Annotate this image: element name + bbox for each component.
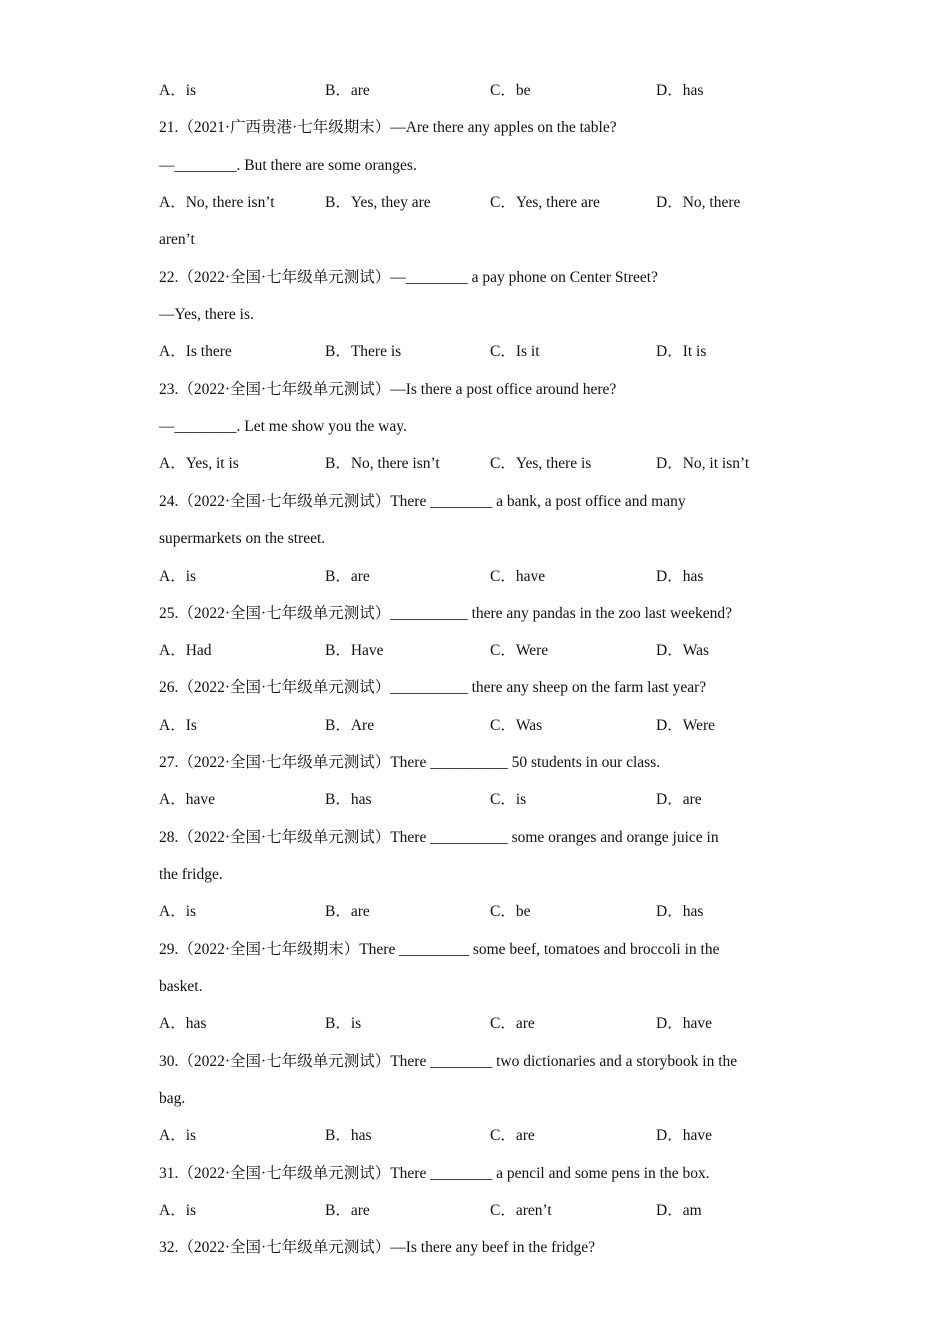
question-text: 29.（2022·全国·七年级期末）There _________ some beef, tomatoes and broccoli in the	[159, 941, 720, 958]
question-text: 27.（2022·全国·七年级单元测试）There __________ 50 students in our class.	[159, 754, 661, 771]
option-d: D．Was	[656, 642, 709, 659]
options-row	[159, 1012, 819, 1036]
option-a: A．is	[159, 903, 197, 920]
option-c: C．aren’t	[490, 1202, 552, 1219]
option-b: B．There is	[325, 343, 402, 360]
question-text: 26.（2022·全国·七年级单元测试）__________ there any sheep on the farm last year?	[159, 679, 707, 696]
option-b: B．Have	[325, 642, 384, 659]
question-text: supermarkets on the street.	[159, 530, 326, 547]
option-d: D．am	[656, 1202, 702, 1219]
options-row	[159, 788, 819, 812]
option-a: A．Had	[159, 642, 212, 659]
option-d: D．has	[656, 903, 704, 920]
option-b: B．has	[325, 791, 372, 808]
option-d: D．have	[656, 1127, 712, 1144]
question-text: —________. Let me show you the way.	[159, 418, 407, 435]
option-a: A．Is	[159, 717, 197, 734]
option-a: A．is	[159, 568, 197, 585]
option-d: D．No, there	[656, 194, 741, 211]
option-c: C．are	[490, 1127, 535, 1144]
option-d: D．It is	[656, 343, 707, 360]
option-c: C．have	[490, 568, 546, 585]
option-c: C．Was	[490, 717, 543, 734]
question-text: 28.（2022·全国·七年级单元测试）There __________ some oranges and orange juice in	[159, 829, 719, 846]
option-b: B．are	[325, 82, 370, 99]
option-a: A．is	[159, 1127, 197, 1144]
option-a: A．Yes, it is	[159, 455, 239, 472]
option-d: D．have	[656, 1015, 712, 1032]
options-row	[159, 639, 819, 663]
options-row	[159, 452, 819, 476]
option-d: D．No, it isn’t	[656, 455, 750, 472]
option-b: B．No, there isn’t	[325, 455, 440, 472]
options-row	[159, 714, 819, 738]
question-text: 25.（2022·全国·七年级单元测试）__________ there any pandas in the zoo last weekend?	[159, 605, 732, 622]
option-d: D．Were	[656, 717, 716, 734]
option-d: D．are	[656, 791, 702, 808]
option-b: B．has	[325, 1127, 372, 1144]
question-text: basket.	[159, 978, 203, 995]
option-a: A．No, there isn’t	[159, 194, 275, 211]
option-c: C．Were	[490, 642, 549, 659]
option-b: B．Yes, they are	[325, 194, 431, 211]
options-row	[159, 191, 819, 215]
option-a: A．has	[159, 1015, 207, 1032]
options-row	[159, 565, 819, 589]
question-text: 31.（2022·全国·七年级单元测试）There ________ a pencil and some pens in the box.	[159, 1165, 710, 1182]
question-text: —________. But there are some oranges.	[159, 157, 417, 174]
option-d: D．has	[656, 568, 704, 585]
options-row	[159, 340, 819, 364]
option-c: C．Yes, there is	[490, 455, 592, 472]
option-b: B．Are	[325, 717, 375, 734]
option-b: B．are	[325, 568, 370, 585]
option-d: D．has	[656, 82, 704, 99]
question-text: aren’t	[159, 231, 195, 248]
options-row	[159, 1199, 819, 1223]
question-text: —Yes, there is.	[159, 306, 254, 323]
option-b: B．are	[325, 1202, 370, 1219]
question-text: 30.（2022·全国·七年级单元测试）There ________ two dictionaries and a storybook in the	[159, 1053, 738, 1070]
question-text: 22.（2022·全国·七年级单元测试）—________ a pay phone on Center Street?	[159, 269, 658, 286]
options-row	[159, 79, 819, 103]
option-c: C．is	[490, 791, 527, 808]
option-c: C．Is it	[490, 343, 540, 360]
option-a: A．is	[159, 1202, 197, 1219]
option-c: C．Yes, there are	[490, 194, 600, 211]
options-row	[159, 900, 819, 924]
option-a: A．Is there	[159, 343, 232, 360]
options-row	[159, 1124, 819, 1148]
option-a: A．is	[159, 82, 197, 99]
option-c: C．are	[490, 1015, 535, 1032]
option-a: A．have	[159, 791, 215, 808]
option-c: C．be	[490, 903, 531, 920]
question-text: 32.（2022·全国·七年级单元测试）—Is there any beef in the fridge?	[159, 1239, 596, 1256]
option-c: C．be	[490, 82, 531, 99]
question-text: 21.（2021·广西贵港·七年级期末）—Are there any apples on the table?	[159, 119, 617, 136]
option-b: B．are	[325, 903, 370, 920]
question-text: 24.（2022·全国·七年级单元测试）There ________ a bank, a post office and many	[159, 493, 686, 510]
question-text: 23.（2022·全国·七年级单元测试）—Is there a post office around here?	[159, 381, 617, 398]
option-b: B．is	[325, 1015, 362, 1032]
question-text: bag.	[159, 1090, 186, 1107]
question-text: the fridge.	[159, 866, 223, 883]
